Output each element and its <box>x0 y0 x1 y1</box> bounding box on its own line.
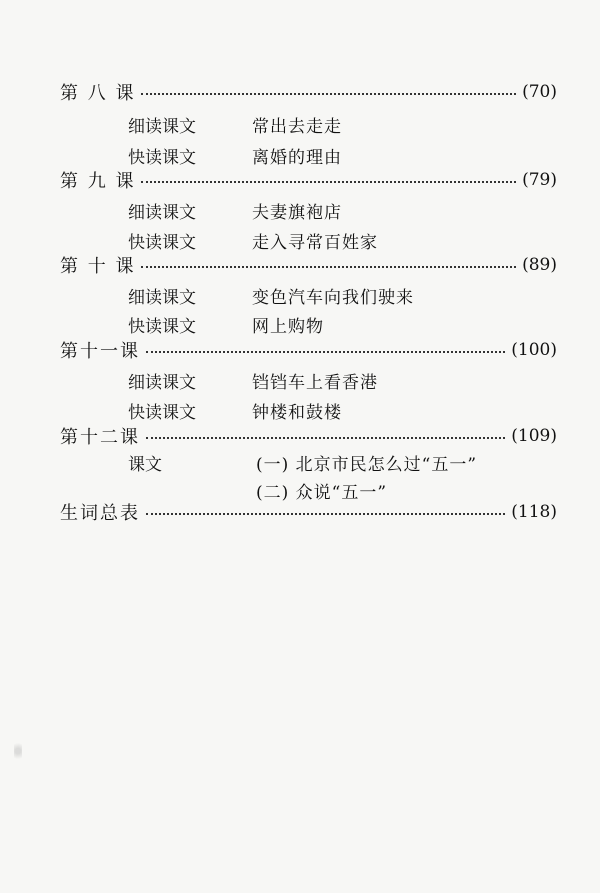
section-label: 快读课文 <box>128 316 196 337</box>
toc-entry-vocabulary[interactable] <box>60 500 557 524</box>
leader-dots <box>146 513 505 515</box>
toc-subentry[interactable] <box>128 398 342 422</box>
section-title: 夫妻旗袍店 <box>252 202 342 223</box>
toc-subentry[interactable] <box>128 283 414 307</box>
toc-subentry[interactable] <box>128 368 378 392</box>
page-number: (79) <box>522 170 557 190</box>
page-number: (89) <box>522 255 557 275</box>
lesson-title: 第十一课 <box>60 341 140 362</box>
scan-mark <box>14 738 22 764</box>
toc-subentry[interactable] <box>128 312 324 336</box>
toc-subentry[interactable] <box>128 228 378 252</box>
section-title: 网上购物 <box>252 316 324 337</box>
lesson-title: 第 十 课 <box>60 256 136 277</box>
toc-subentry[interactable] <box>128 198 342 222</box>
section-label: 细读课文 <box>128 116 196 137</box>
toc-entry-lesson-10[interactable] <box>60 253 557 277</box>
lesson-title: 第十二课 <box>60 427 140 448</box>
lesson-title: 第 九 课 <box>60 171 136 192</box>
toc-subentry[interactable] <box>128 143 342 167</box>
toc-entry-lesson-12[interactable] <box>60 424 557 448</box>
toc-subentry[interactable] <box>128 112 342 136</box>
toc-entry-lesson-11[interactable] <box>60 338 557 362</box>
section-title: 离婚的理由 <box>252 147 342 168</box>
leader-dots <box>146 437 505 439</box>
section-title: 铛铛车上看香港 <box>252 372 378 393</box>
section-label: 快读课文 <box>128 147 196 168</box>
leader-dots <box>141 266 516 268</box>
section-title: 钟楼和鼓楼 <box>252 402 342 423</box>
section-title: 走入寻常百姓家 <box>252 232 378 253</box>
toc-subentry[interactable] <box>128 450 477 474</box>
page-number: (109) <box>511 426 557 446</box>
section-label: 细读课文 <box>128 287 196 308</box>
page-number: (70) <box>522 82 557 102</box>
section-label: 细读课文 <box>128 372 196 393</box>
section-label: 快读课文 <box>128 232 196 253</box>
section-label: 课文 <box>128 454 162 475</box>
leader-dots <box>141 93 516 95</box>
section-title: (一) 北京市民怎么过“五一” <box>256 454 478 475</box>
section-label: 快读课文 <box>128 402 196 423</box>
section-title: (二) 众说“五一” <box>256 482 388 503</box>
page-number: (100) <box>511 340 557 360</box>
section-label: 细读课文 <box>128 202 196 223</box>
section-title: 常出去走走 <box>252 116 342 137</box>
section-title: 变色汽车向我们驶来 <box>252 287 414 308</box>
toc-subentry[interactable] <box>256 478 387 502</box>
leader-dots <box>141 181 516 183</box>
leader-dots <box>146 351 505 353</box>
page-number: (118) <box>511 502 557 522</box>
toc-entry-lesson-8[interactable] <box>60 80 557 104</box>
lesson-title: 第 八 课 <box>60 83 136 104</box>
lesson-title: 生词总表 <box>60 503 140 524</box>
toc-entry-lesson-9[interactable] <box>60 168 557 192</box>
